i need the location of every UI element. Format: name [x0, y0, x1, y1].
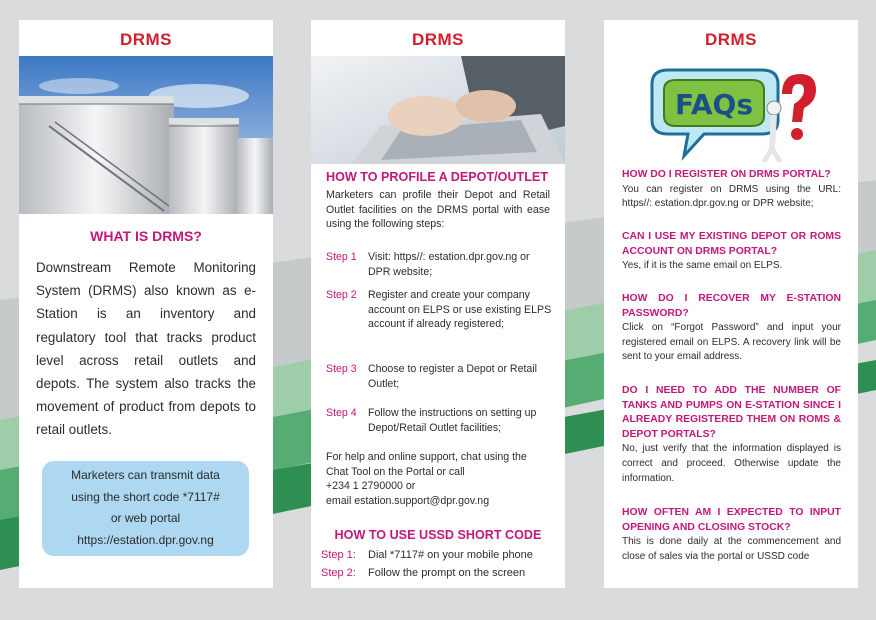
faq-question: DO I NEED TO ADD THE NUMBER OF TANKS AND PUMPS ON E-STATION SINCE I ALREADY REGISTERED THEM ON ROMS & DEPOT PORTALS?: [622, 385, 841, 440]
ussd-heading: HOW TO USE USSD SHORT CODE: [334, 528, 542, 542]
ussd-step-text: Follow the prompt on the screen: [368, 567, 526, 579]
step-text: Visit: https//: estation.dpr.gov.ng or DPR website;: [368, 251, 530, 278]
ussd-step-text: Dial *7117# on your mobile phone: [368, 549, 533, 561]
short-code-callout: [42, 461, 249, 556]
faq-question: HOW OFTEN AM I EXPECTED TO INPUT OPENING AND CLOSING STOCK?: [622, 507, 841, 533]
step-text: Register and create your company account on ELPS or use existing ELPS account if already registered;: [368, 289, 552, 331]
panel-title: DRMS: [411, 30, 465, 49]
panel-how-to-profile: [311, 20, 565, 588]
panel-title: DRMS: [119, 30, 173, 49]
section-heading: WHAT IS DRMS?: [90, 228, 202, 244]
step-text: Follow the instructions on setting up Depot/Retail Outlet facilities;: [368, 407, 537, 434]
section-heading: HOW TO PROFILE A DEPOT/OUTLET: [326, 170, 549, 184]
support-email[interactable]: email estation.support@dpr.gov.ng: [326, 494, 490, 507]
step-label: Step 3: [326, 363, 357, 375]
support-line: For help and online support, chat using the: [326, 451, 527, 463]
drms-description: Downstream Remote Monitoring System (DRMS) also known as e-Station is an inventory and regulatory tool that tracks product level across retail outlets and depots. The system also tracks the movement of product from depots to retail outlets.: [36, 260, 256, 438]
faqs-illustration: [644, 64, 820, 164]
support-phone[interactable]: +234 1 2790000 or: [326, 480, 416, 493]
faq-answer: Yes, if it is the same email on ELPS.: [622, 260, 783, 272]
faq-question: HOW DO I RECOVER MY E-STATION PASSWORD?: [622, 293, 841, 319]
faqs-logo-text: FAQs: [674, 88, 754, 121]
step-label: Step 2: [326, 289, 357, 301]
laptop-typing-photo: [311, 56, 565, 164]
panel-title: DRMS: [704, 30, 758, 49]
step-label: Step 1: [326, 251, 357, 263]
faq-question: CAN I USE MY EXISTING DEPOT OR ROMS ACCOUNT ON DRMS PORTAL?: [622, 231, 841, 257]
ussd-step-label: Step 2:: [321, 567, 356, 579]
panel-faqs: [604, 20, 858, 588]
faq-item: [622, 292, 841, 365]
faq-answer: Click on “Forgot Password” and input your registered email on ELPS. A recovery link will be sent to your email address.: [622, 322, 841, 363]
support-info: [326, 450, 552, 508]
ussd-step-label: Step 1:: [321, 549, 356, 561]
step-text: Choose to register a Depot or Retail Outlet;: [368, 363, 537, 390]
faq-item: [622, 168, 841, 212]
storage-tanks-photo: [19, 56, 273, 214]
callout-line: or web portal: [110, 511, 181, 525]
callout-line: Marketers can transmit data: [71, 468, 220, 482]
panel-what-is-drms: [19, 20, 273, 588]
support-line: Chat Tool on the Portal or call: [326, 465, 465, 478]
faq-question: HOW DO I REGISTER ON DRMS PORTAL?: [622, 169, 831, 180]
callout-line: using the short code *7117#: [71, 489, 220, 504]
faq-answer: You can register on DRMS using the URL: https//: estation.dpr.gov.ng or DPR website;: [622, 183, 841, 210]
faq-item: [622, 230, 841, 274]
faq-item: [622, 384, 841, 486]
step-label: Step 4: [326, 407, 357, 419]
faq-answer: No, just verify that the information displayed is correct and proceed. Otherwise update the information.: [622, 443, 841, 484]
callout-portal-link[interactable]: https://estation.dpr.gov.ng: [77, 532, 214, 547]
profile-intro: Marketers can profile their Depot and Retail Outlet facilities on the DRMS portal with ease using the following steps:: [326, 189, 550, 231]
faq-item: [622, 506, 841, 564]
faq-answer: This is done daily at the commencement and close of sales via the portal or USSD code: [622, 536, 841, 562]
